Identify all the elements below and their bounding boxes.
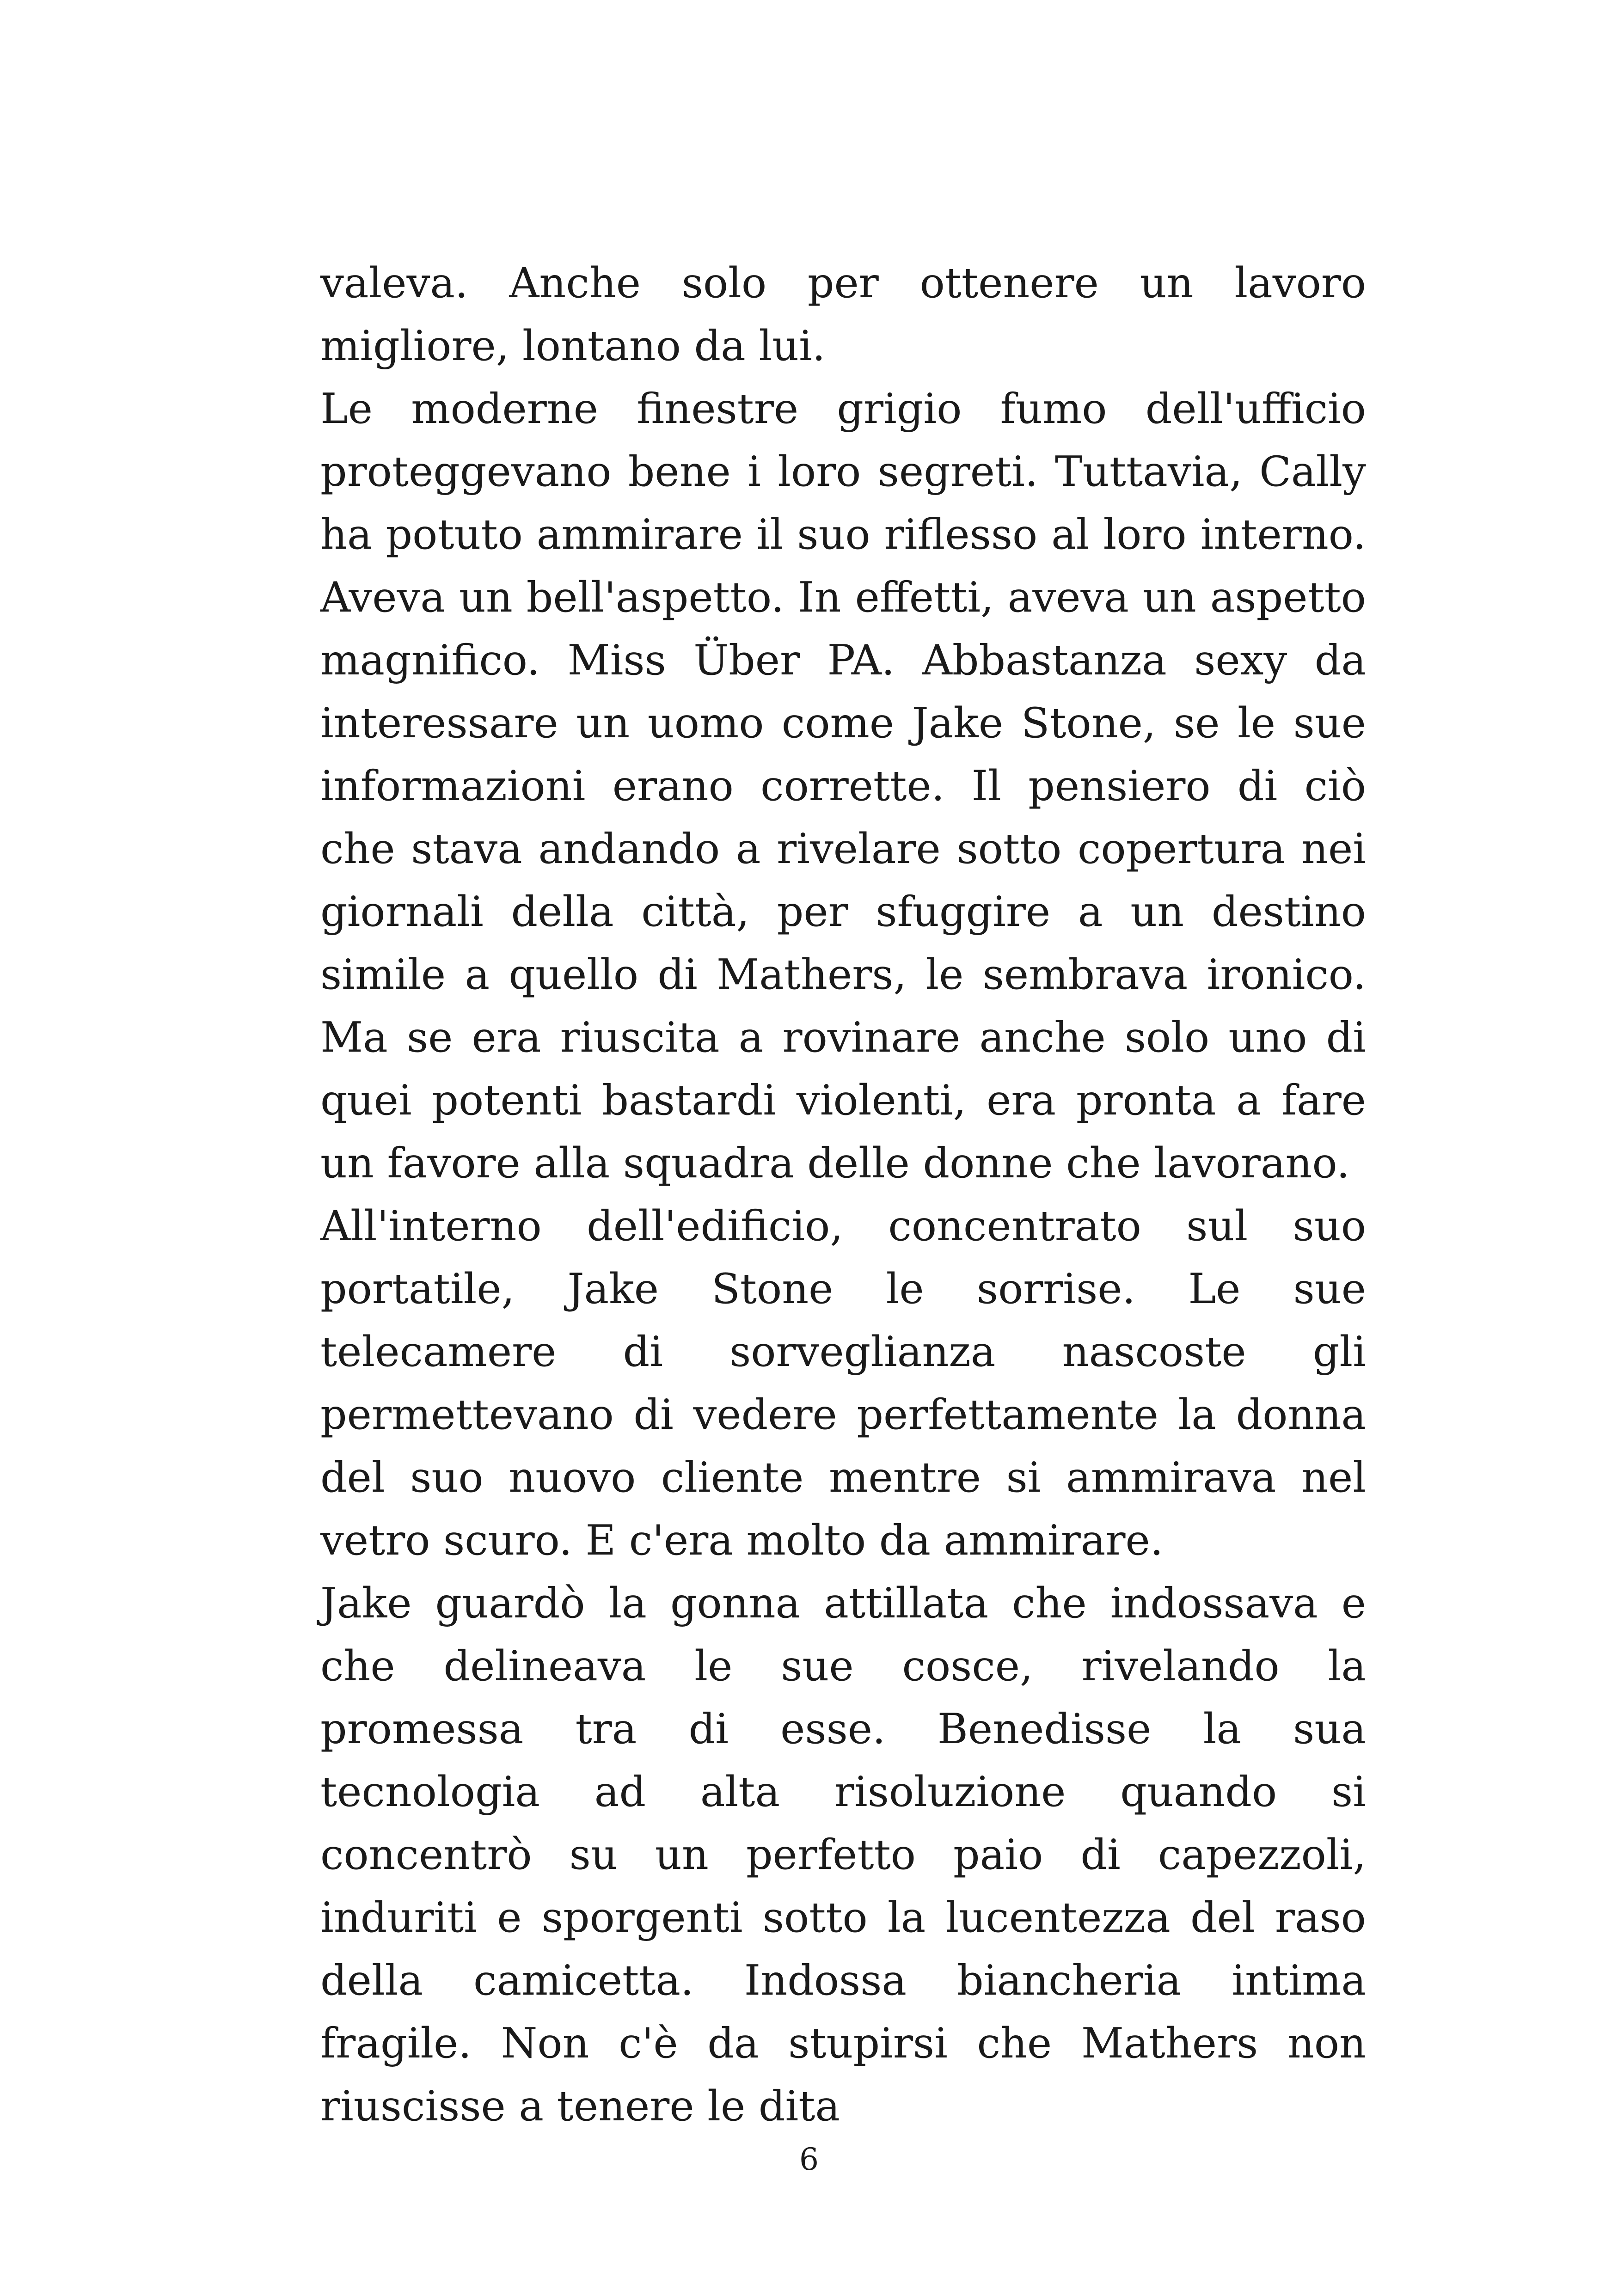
page-number: 6 bbox=[799, 2142, 819, 2177]
paragraph-4: Jake guardò la gonna attillata che indossava e che delineava le sue cosce, rivelando la promessa tra di esse. Benedisse la sua tecnologia ad alta risoluzione quando si concentrò su un perfetto paio di capezzoli, induriti e sporgenti sotto la lucentezza del raso della camicetta. Indossa biancheria intima fragile. Non c'è da stupirsi che Mathers non riuscisse a tenere le dita bbox=[320, 1579, 1366, 2131]
paragraph-2: Le moderne finestre grigio fumo dell'ufficio proteggevano bene i loro segreti. Tuttavia, Cally ha potuto ammirare il suo riflesso al loro interno. Aveva un bell'aspetto. In effetti, aveva un aspetto magnifico. Miss Über PA. Abbastanza sexy da interessare un uomo come Jake Stone, se le sue informazioni erano corrette. Il pensiero di ciò che stava andando a rivelare sotto copertura nei giornali della città, per sfuggire a un destino simile a quello di Mathers, le sembrava ironico. Ma se era riuscita a rovinare anche solo uno di quei potenti bastardi violenti, era pronta a fare un favore alla squadra delle donne che lavorano. bbox=[320, 385, 1366, 1188]
paragraph-1: valeva. Anche solo per ottenere un lavoro migliore, lontano da lui. bbox=[320, 259, 1366, 370]
paragraph-3: All'interno dell'edificio, concentrato sul suo portatile, Jake Stone le sorrise. Le sue telecamere di sorveglianza nascoste gli permettevano di vedere perfettamente la donna del suo nuovo cliente mentre si ammirava nel vetro scuro. E c'era molto da ammirare. bbox=[320, 1202, 1366, 1565]
body-text bbox=[320, 252, 1366, 2138]
